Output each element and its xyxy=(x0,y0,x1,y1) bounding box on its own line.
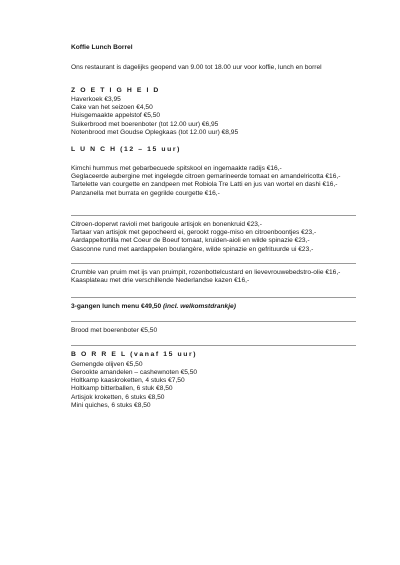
menu-content xyxy=(71,44,356,410)
menu-item: Kaasplateau met drie verschillende Nederlandse kazen €16,- xyxy=(71,277,250,285)
menu-item: Artisjok kroketten, 6 stuks €8,50 xyxy=(71,393,165,401)
section-heading-sweet: Z O E T I G H E I D xyxy=(71,86,160,94)
menu-item: Haverkoek €3,95 xyxy=(71,95,121,103)
menu-item: Gasconne rund met aardappelen boulangère, wilde spinazie en gefrituurde ui €23,- xyxy=(71,245,314,253)
menu-deal-label: 3-gangen lunch menu €49,50 xyxy=(71,302,162,310)
menu-item: Brood met boerenboter €5,50 xyxy=(71,326,158,334)
menu-item: Citroen-doperwt ravioli met barigoule artisjok en bonenkruid €23,- xyxy=(71,220,262,228)
menu-item: Tartaar van artisjok met gepocheerd ei, gerookt rogge-miso en citroenboontjes €23,- xyxy=(71,229,317,237)
menu-item: Holtkamp kaaskroketten, 4 stuks €7,50 xyxy=(71,377,185,385)
section-heading-lunch: L U N C H (12 – 15 uur) xyxy=(71,146,181,154)
menu-item: Geglaceerde aubergine met ingelegde citroen gemarineerde tomaat en amandelricotta €16,- xyxy=(71,172,341,180)
intro-text: Ons restaurant is dagelijks geopend van 9.00 tot 18.00 uur voor koffie, lunch en borrel xyxy=(71,64,322,72)
menu-item: Kimchi hummus met gebarbecuede spitskool en ingemaakte radijs €16,- xyxy=(71,164,282,172)
menu-item: Notenbrood met Goudse Oplegkaas (tot 12.00 uur) €8,95 xyxy=(71,129,239,137)
menu-item: Aardappeltortilla met Coeur de Boeuf tomaat, kruiden-aioli en wilde spinazie €23,- xyxy=(71,237,310,245)
menu-item: Suikerbrood met boerenboter (tot 12.00 uur) €6,95 xyxy=(71,120,219,128)
menu-deal xyxy=(71,303,356,311)
menu-item: Huisgemaakte appelstof €5,50 xyxy=(71,112,161,120)
menu-item: Gerookte amandelen – cashewnoten €5,50 xyxy=(71,368,198,376)
page-title: Koffie Lunch Borrel xyxy=(71,44,133,51)
menu-item: Mini quiches, 6 stuks €8,50 xyxy=(71,402,151,410)
menu-item: Gemengde olijven €5,50 xyxy=(71,360,143,368)
menu-deal-note: (incl. welkomstdrankje) xyxy=(162,302,236,310)
section-heading-borrel: B O R R E L (vanaf 15 uur) xyxy=(71,351,198,359)
menu-item: Cake van het seizoen €4,50 xyxy=(71,104,153,112)
menu-item: Holtkamp bitterballen, 6 stuk €8,50 xyxy=(71,385,173,393)
menu-item: Panzanella met burrata en gegrilde courgette €16,- xyxy=(71,189,220,197)
menu-item: Crumble van pruim met ijs van pruimpit, rozenbottelcustard en lievevrouwebedstro-olie €16,- xyxy=(71,269,341,277)
menu-item: Tartelette van courgette en zandpeen met Robiola Tre Latti en jus van wortel en dashi €16,- xyxy=(71,181,338,189)
